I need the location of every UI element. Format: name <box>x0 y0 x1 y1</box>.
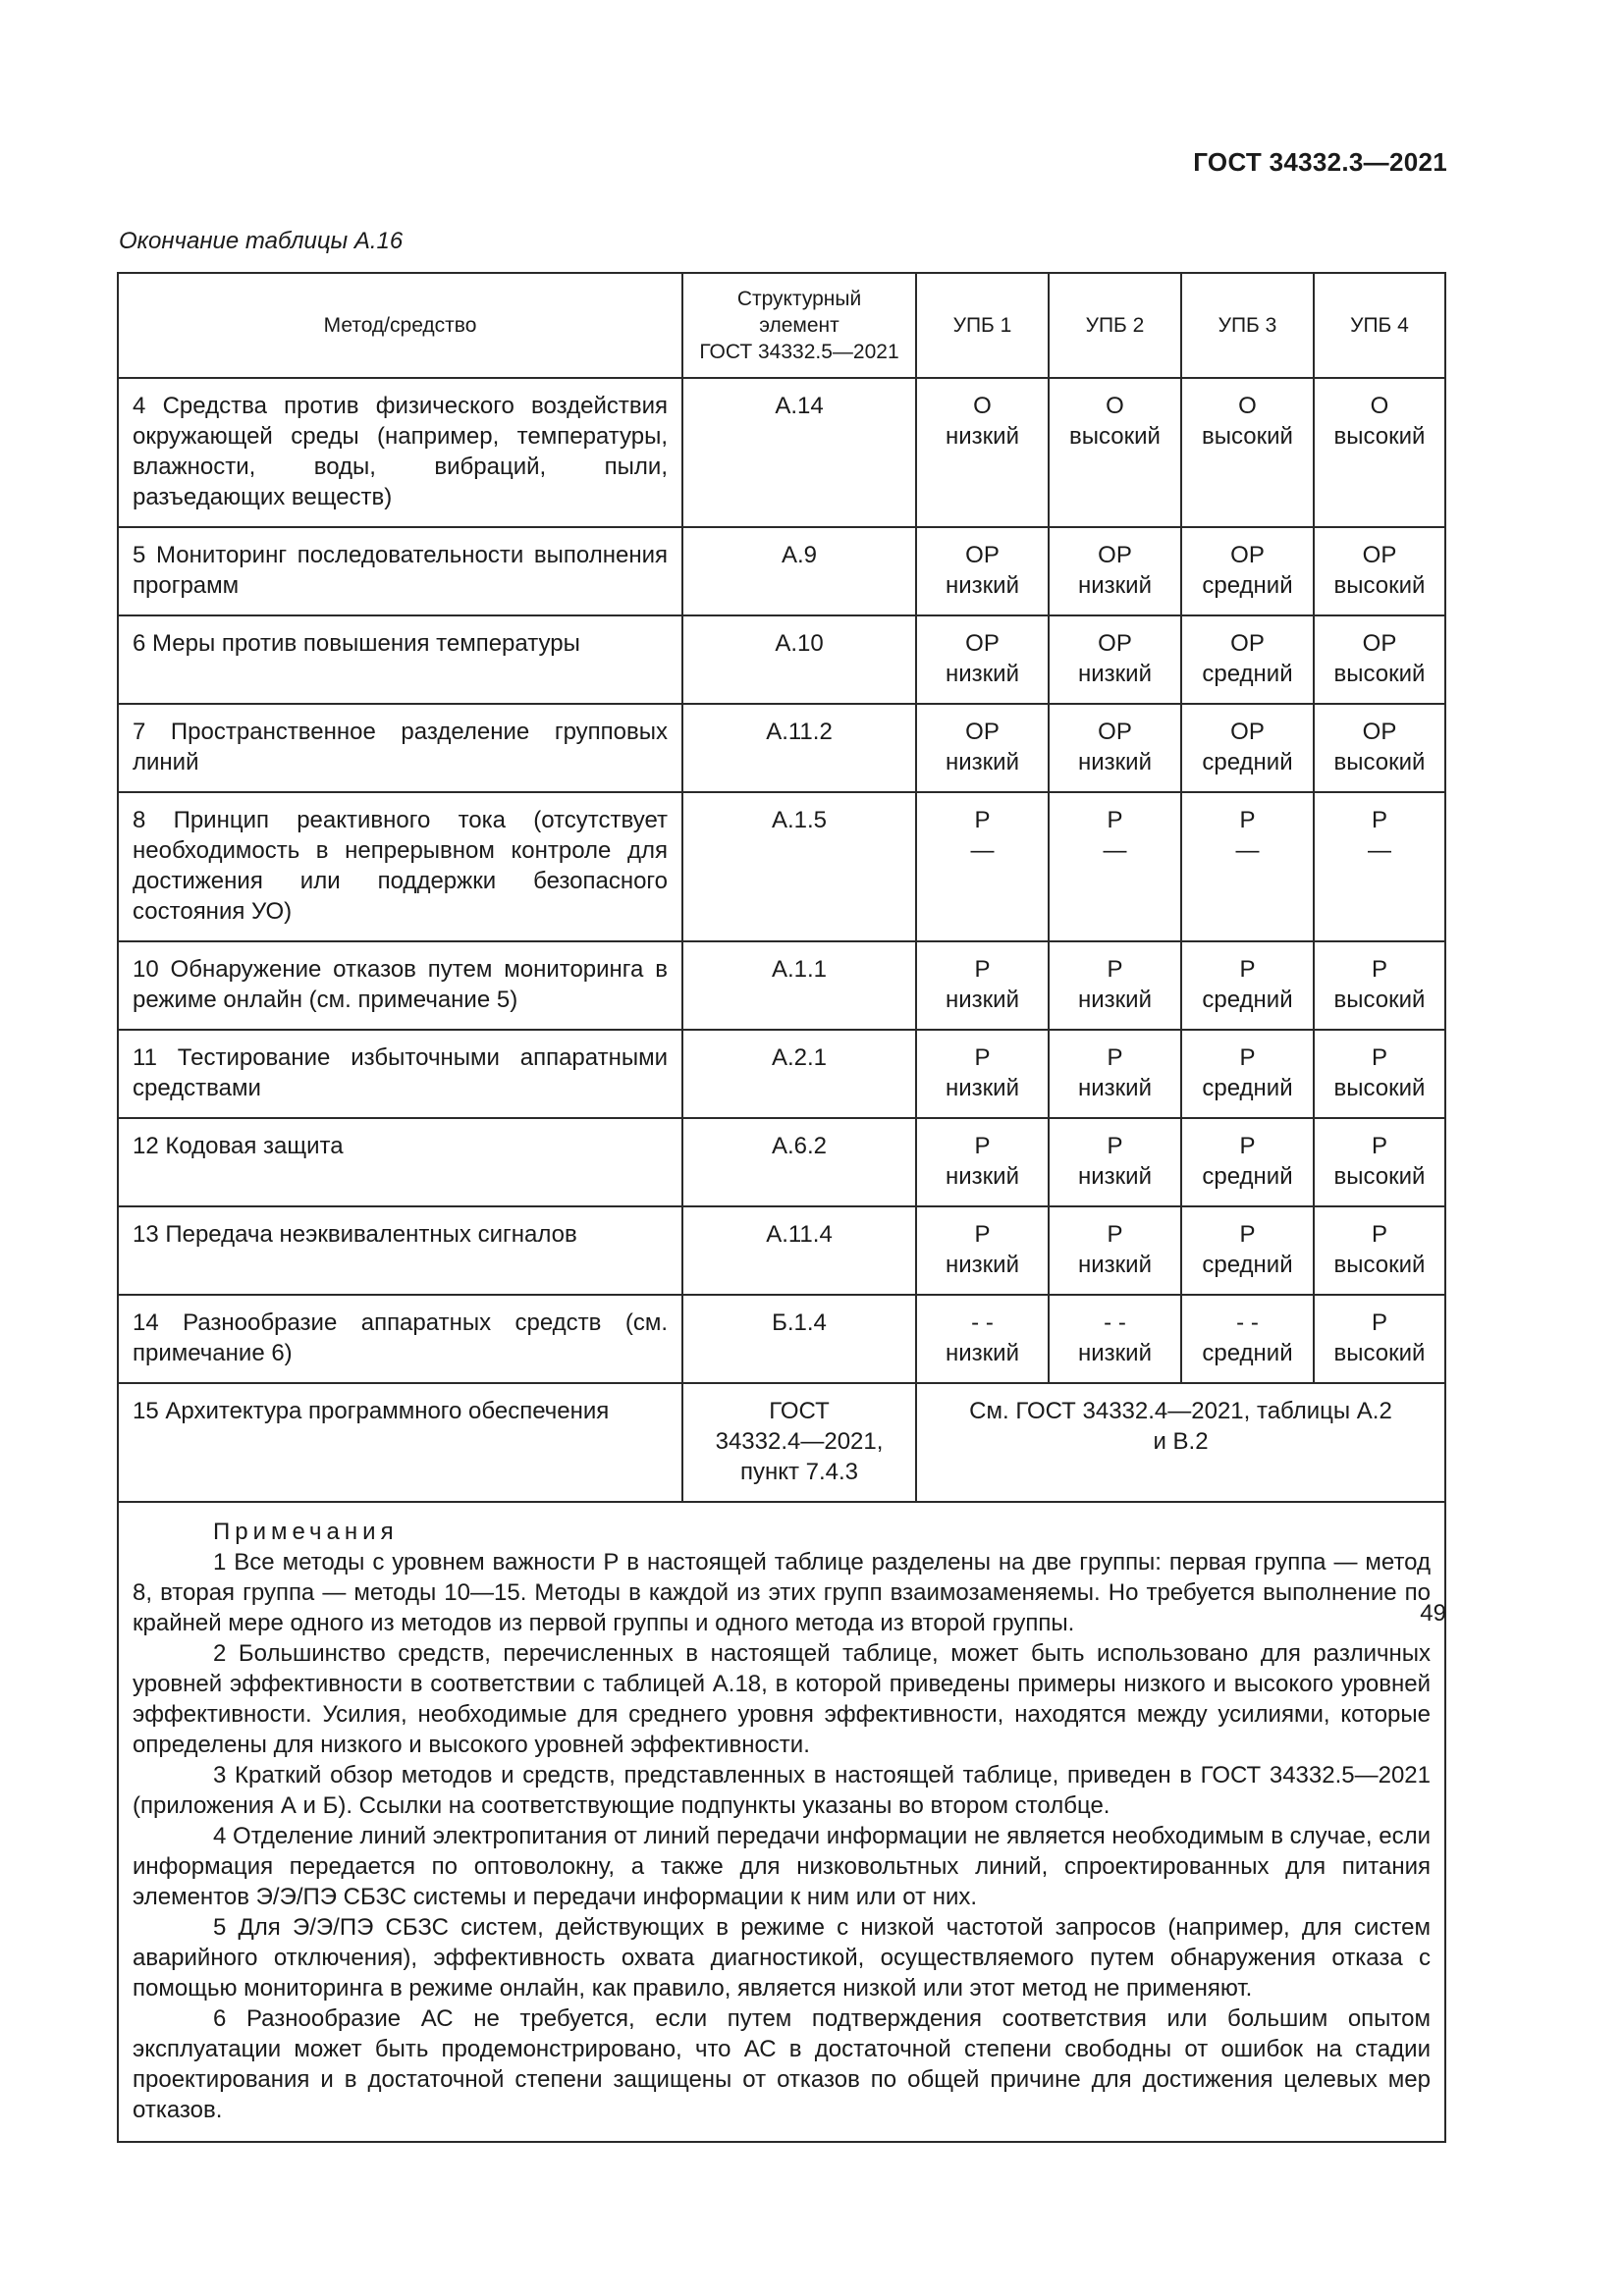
importance-level: Р <box>974 956 991 983</box>
table-body <box>118 378 1445 1383</box>
upb3-cell <box>1181 378 1314 527</box>
method-cell: 13 Передача неэквивалентных сигналов <box>118 1206 682 1295</box>
importance-level: О <box>1238 393 1257 419</box>
table-row <box>118 704 1445 792</box>
table-header-row <box>118 273 1445 378</box>
reference-line: См. ГОСТ 34332.4—2021, таблицы А.2 <box>969 1398 1392 1424</box>
efficiency-level: низкий <box>946 661 1019 687</box>
header-method: Метод/средство <box>118 273 682 378</box>
efficiency-level: высокий <box>1333 749 1426 775</box>
importance-level: Р <box>974 1044 991 1071</box>
page-number: 49 <box>1420 1600 1446 1627</box>
upb4-cell <box>1314 527 1445 615</box>
importance-level: Р <box>1371 1309 1387 1336</box>
efficiency-level: высокий <box>1333 1075 1426 1101</box>
efficiency-level: высокий <box>1333 1163 1426 1190</box>
efficiency-level: — <box>1103 837 1127 864</box>
efficiency-level: средний <box>1202 749 1293 775</box>
upb2-cell <box>1049 1206 1181 1295</box>
efficiency-level: низкий <box>946 987 1019 1013</box>
upb2-cell <box>1049 1118 1181 1206</box>
element-cell: А.14 <box>682 378 916 527</box>
note-item: 1 Все методы с уровнем важности Р в настоящей таблице разделены на две группы: первая группа — метод 8, вторая группа — методы 10—15. Методы в каждой из этих групп взаимозаменяемы. Но требуется выполнение по крайней мере одного из методов из первой группы и одного метода из второй группы. <box>133 1549 1431 1636</box>
importance-level: ОР <box>965 719 1000 745</box>
efficiency-level: средний <box>1202 572 1293 599</box>
upb2-cell <box>1049 1295 1181 1383</box>
upb2-cell <box>1049 704 1181 792</box>
efficiency-level: низкий <box>946 749 1019 775</box>
upb4-cell <box>1314 1295 1445 1383</box>
efficiency-level: высокий <box>1333 661 1426 687</box>
upb2-cell <box>1049 378 1181 527</box>
efficiency-level: низкий <box>1078 987 1152 1013</box>
table-row <box>118 378 1445 527</box>
upb2-cell <box>1049 1030 1181 1118</box>
efficiency-level: высокий <box>1333 1252 1426 1278</box>
efficiency-level: низкий <box>946 572 1019 599</box>
importance-level: ОР <box>1362 542 1397 568</box>
upb4-cell <box>1314 704 1445 792</box>
upb1-cell <box>916 941 1049 1030</box>
method-cell: 12 Кодовая защита <box>118 1118 682 1206</box>
table-row <box>118 1118 1445 1206</box>
methods-table-container <box>117 272 1444 2143</box>
upb3-cell <box>1181 1295 1314 1383</box>
efficiency-level: средний <box>1202 661 1293 687</box>
importance-level: Р <box>1239 807 1256 833</box>
efficiency-level: средний <box>1202 1252 1293 1278</box>
importance-level: Р <box>1239 1133 1256 1159</box>
efficiency-level: высокий <box>1333 1340 1426 1366</box>
importance-level: О <box>973 393 992 419</box>
importance-level: ОР <box>965 630 1000 657</box>
upb1-cell <box>916 1118 1049 1206</box>
importance-level: Р <box>1107 1221 1123 1248</box>
upb3-cell <box>1181 792 1314 941</box>
header-upb3: УПБ 3 <box>1181 273 1314 378</box>
method-cell: 6 Меры против повышения температуры <box>118 615 682 704</box>
efficiency-level: низкий <box>946 1252 1019 1278</box>
importance-level: ОР <box>1098 542 1132 568</box>
importance-level: Р <box>1371 1221 1387 1248</box>
importance-level: ОР <box>1362 630 1397 657</box>
element-line: пункт 7.4.3 <box>739 1459 859 1485</box>
importance-level: Р <box>974 1221 991 1248</box>
note-item: 2 Большинство средств, перечисленных в настоящей таблице, может быть использовано для различных уровней эффективности в соответствии с таблицей А.18, в которой приведены примеры низкого и высокого уровней эффективности. Усилия, необходимые для среднего уровня эффективности, находятся между усилиями, которые определены для низкого и высокого уровней эффективности. <box>133 1640 1431 1758</box>
importance-level: ОР <box>1362 719 1397 745</box>
importance-level: ОР <box>1098 630 1132 657</box>
upb1-cell <box>916 1030 1049 1118</box>
method-cell: 14 Разнообразие аппаратных средств (см. примечание 6) <box>118 1295 682 1383</box>
table-caption: Окончание таблицы А.16 <box>119 228 404 254</box>
method-cell: 7 Пространственное разделение групповых линий <box>118 704 682 792</box>
importance-level: Р <box>1107 1133 1123 1159</box>
table-row <box>118 1030 1445 1118</box>
upb3-cell <box>1181 704 1314 792</box>
importance-level: ОР <box>1230 719 1265 745</box>
element-line: 34332.4—2021, <box>715 1428 884 1455</box>
upb1-cell <box>916 615 1049 704</box>
method-cell: 10 Обнаружение отказов путем мониторинга в режиме онлайн (см. примечание 5) <box>118 941 682 1030</box>
element-cell: А.11.2 <box>682 704 916 792</box>
efficiency-level: высокий <box>1333 987 1426 1013</box>
importance-level: Р <box>1371 1133 1387 1159</box>
importance-level: ОР <box>1230 630 1265 657</box>
upb3-cell <box>1181 527 1314 615</box>
upb1-cell <box>916 1295 1049 1383</box>
importance-level: Р <box>974 807 991 833</box>
document-code: ГОСТ 34332.3—2021 <box>1193 147 1447 177</box>
importance-level: Р <box>974 1133 991 1159</box>
efficiency-level: низкий <box>1078 1163 1152 1190</box>
upb4-cell <box>1314 1118 1445 1206</box>
importance-level: Р <box>1107 1044 1123 1071</box>
upb1-cell <box>916 378 1049 527</box>
notes-title: Примечания <box>213 1519 399 1545</box>
upb4-cell <box>1314 1030 1445 1118</box>
efficiency-level: средний <box>1202 1075 1293 1101</box>
importance-level: ОР <box>1230 542 1265 568</box>
note-item: 4 Отделение линий электропитания от линий передачи информации не является необходимым в случае, если информация передается по оптоволокну, а также для низковольтных линий, спроектированных для питания элементов Э/Э/ПЭ СБЗС системы и передачи информации к ним или от них. <box>133 1823 1431 1910</box>
efficiency-level: низкий <box>1078 1340 1152 1366</box>
method-cell: 11 Тестирование избыточными аппаратными средствами <box>118 1030 682 1118</box>
table-row-software-architecture <box>118 1383 1445 1502</box>
efficiency-level: низкий <box>946 1340 1019 1366</box>
method-cell: 8 Принцип реактивного тока (отсутствует необходимость в непрерывном контроле для достижения или поддержки безопасного состояния УО) <box>118 792 682 941</box>
importance-level: - - <box>1236 1309 1259 1336</box>
efficiency-level: средний <box>1202 987 1293 1013</box>
importance-level: - - <box>1104 1309 1126 1336</box>
element-cell: А.2.1 <box>682 1030 916 1118</box>
element-cell: А.11.4 <box>682 1206 916 1295</box>
efficiency-level: высокий <box>1333 423 1426 450</box>
method-cell: 4 Средства против физического воздействия окружающей среды (например, температуры, влажности, воды, вибраций, пыли, разъедающих веществ) <box>118 378 682 527</box>
upb2-cell <box>1049 527 1181 615</box>
element-cell <box>682 1383 916 1502</box>
importance-level: Р <box>1107 956 1123 983</box>
element-cell: А.9 <box>682 527 916 615</box>
efficiency-level: низкий <box>946 1075 1019 1101</box>
upb1-cell <box>916 704 1049 792</box>
importance-level: Р <box>1371 956 1387 983</box>
upb4-cell <box>1314 941 1445 1030</box>
table-row <box>118 1206 1445 1295</box>
upb1-cell <box>916 1206 1049 1295</box>
importance-level: Р <box>1239 956 1256 983</box>
upb2-cell <box>1049 792 1181 941</box>
upb2-cell <box>1049 941 1181 1030</box>
table-row <box>118 792 1445 941</box>
element-cell: Б.1.4 <box>682 1295 916 1383</box>
header-upb4: УПБ 4 <box>1314 273 1445 378</box>
importance-level: Р <box>1371 1044 1387 1071</box>
header-element-line: элемент <box>759 314 839 337</box>
method-cell: 15 Архитектура программного обеспечения <box>118 1383 682 1502</box>
element-cell: А.1.1 <box>682 941 916 1030</box>
element-cell: А.1.5 <box>682 792 916 941</box>
table-row <box>118 527 1445 615</box>
efficiency-level: высокий <box>1333 572 1426 599</box>
upb4-cell <box>1314 792 1445 941</box>
efficiency-level: низкий <box>1078 661 1152 687</box>
upb4-cell <box>1314 378 1445 527</box>
efficiency-level: средний <box>1202 1163 1293 1190</box>
upb3-cell <box>1181 941 1314 1030</box>
method-cell: 5 Мониторинг последовательности выполнения программ <box>118 527 682 615</box>
importance-level: ОР <box>965 542 1000 568</box>
table-row <box>118 1295 1445 1383</box>
upb1-cell <box>916 527 1049 615</box>
element-cell: А.6.2 <box>682 1118 916 1206</box>
importance-level: О <box>1370 393 1389 419</box>
efficiency-level: низкий <box>1078 749 1152 775</box>
upb2-cell <box>1049 615 1181 704</box>
efficiency-level: низкий <box>946 1163 1019 1190</box>
upb3-cell <box>1181 1118 1314 1206</box>
efficiency-level: высокий <box>1069 423 1161 450</box>
importance-level: Р <box>1107 807 1123 833</box>
efficiency-level: низкий <box>1078 1252 1152 1278</box>
importance-level: О <box>1106 393 1124 419</box>
element-line: ГОСТ <box>769 1398 830 1424</box>
table-row <box>118 941 1445 1030</box>
importance-level: Р <box>1239 1221 1256 1248</box>
header-element-line: ГОСТ 34332.5—2021 <box>699 341 899 363</box>
header-upb1: УПБ 1 <box>916 273 1049 378</box>
efficiency-level: — <box>970 837 995 864</box>
importance-level: - - <box>971 1309 994 1336</box>
efficiency-level: средний <box>1202 1340 1293 1366</box>
upb3-cell <box>1181 615 1314 704</box>
upb4-cell <box>1314 615 1445 704</box>
header-element <box>682 273 916 378</box>
upb4-cell <box>1314 1206 1445 1295</box>
efficiency-level: низкий <box>946 423 1019 450</box>
efficiency-level: высокий <box>1202 423 1293 450</box>
table-row <box>118 615 1445 704</box>
importance-level: ОР <box>1098 719 1132 745</box>
notes-cell <box>118 1502 1445 2142</box>
efficiency-level: низкий <box>1078 1075 1152 1101</box>
note-item: 5 Для Э/Э/ПЭ СБЗС систем, действующих в режиме с низкой частотой запросов (например, для систем аварийного отключения), эффективность охвата диагностикой, осуществляемого путем обнаружения отказа с помощью мониторинга в режиме онлайн, как правило, является низкой или этот метод не применяют. <box>133 1914 1431 2002</box>
header-upb2: УПБ 2 <box>1049 273 1181 378</box>
upb3-cell <box>1181 1030 1314 1118</box>
upb3-cell <box>1181 1206 1314 1295</box>
header-element-line: Структурный <box>736 288 862 310</box>
efficiency-level: — <box>1368 837 1391 864</box>
notes-row <box>118 1502 1445 2142</box>
efficiency-level: низкий <box>1078 572 1152 599</box>
importance-level: Р <box>1371 807 1387 833</box>
efficiency-level: — <box>1235 837 1260 864</box>
note-item: 3 Краткий обзор методов и средств, представленных в настоящей таблице, приведен в ГОСТ 34332.5—2021 (приложения А и Б). Ссылки на соответствующие подпункты указаны во втором столбце. <box>133 1762 1431 1819</box>
importance-level: Р <box>1239 1044 1256 1071</box>
reference-line: и В.2 <box>1153 1428 1209 1455</box>
element-cell: А.10 <box>682 615 916 704</box>
methods-table <box>117 272 1446 2143</box>
merged-reference-cell <box>916 1383 1445 1502</box>
note-item: 6 Разнообразие АС не требуется, если путем подтверждения соответствия или большим опытом эксплуатации может быть продемонстрировано, что АС в достаточной степени свободны от ошибок на стадии проектирования и в достаточной степени защищены от отказов по общей причине для достижения целевых мер отказов. <box>133 2005 1431 2123</box>
upb1-cell <box>916 792 1049 941</box>
